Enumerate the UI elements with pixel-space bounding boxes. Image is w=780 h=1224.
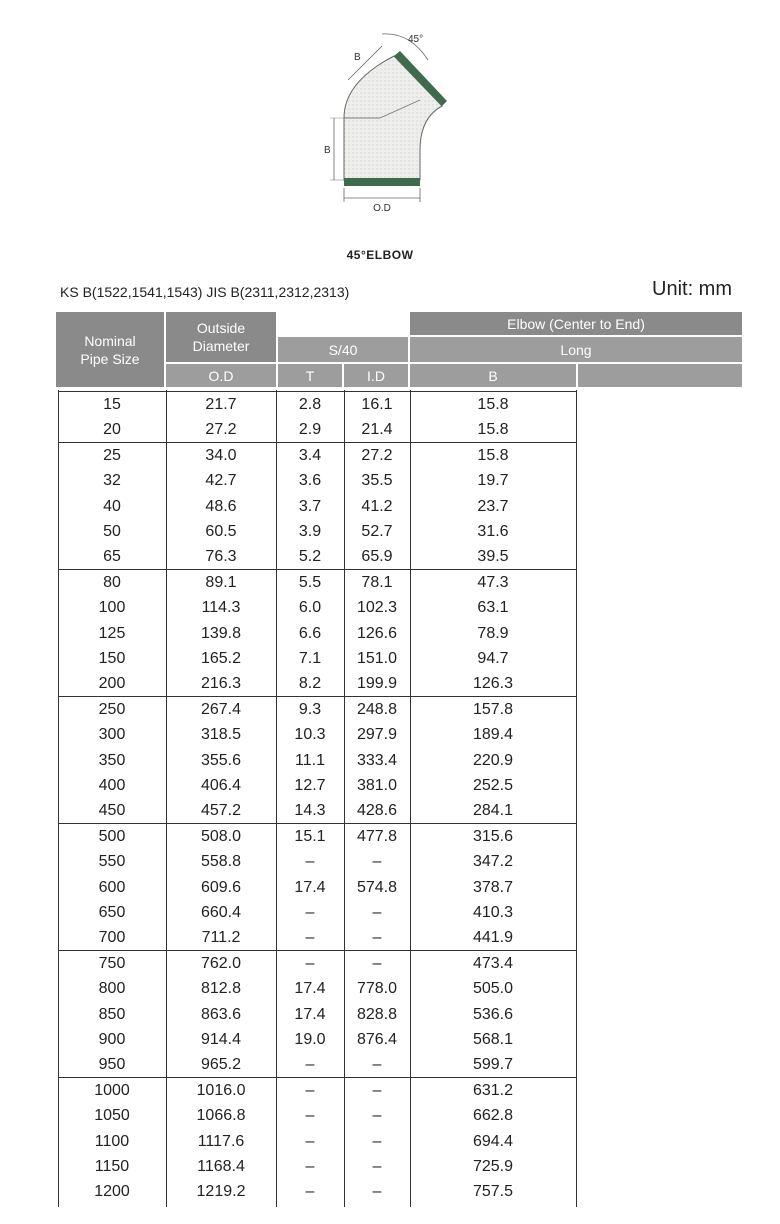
cell-nominal-size: 125 — [98, 624, 126, 642]
table-row — [58, 1129, 578, 1154]
row-group-divider — [58, 391, 576, 392]
header-outside-diameter: Outside Diameter — [166, 312, 276, 362]
cell-id: – — [372, 1183, 382, 1201]
column-divider — [58, 390, 59, 1207]
table-row — [58, 544, 578, 569]
table-row — [58, 646, 578, 671]
cell-id: 477.8 — [356, 827, 398, 845]
cell-b: 505.0 — [472, 980, 514, 998]
od-label: O.D — [373, 203, 391, 214]
cell-t: 17.4 — [294, 980, 326, 998]
cell-od: 660.4 — [200, 904, 242, 921]
cell-id: 876.4 — [356, 1031, 398, 1048]
table-row — [58, 1052, 578, 1077]
cell-od: 558.8 — [200, 853, 242, 871]
cell-id: – — [372, 1107, 382, 1125]
table-row — [58, 621, 578, 646]
cell-nominal-size: 25 — [103, 446, 121, 464]
cell-nominal-size: 80 — [103, 573, 121, 591]
table-row — [58, 494, 578, 519]
cell-id: 381.0 — [356, 777, 398, 794]
table-row — [58, 417, 578, 442]
cell-id: 151.0 — [356, 650, 398, 667]
cell-t: 15.1 — [294, 827, 326, 845]
table-row — [58, 1027, 578, 1052]
cell-b: 19.7 — [477, 472, 509, 490]
b-top-label: B — [354, 52, 361, 63]
cell-b: 441.9 — [472, 929, 514, 947]
cell-t: 10.3 — [294, 726, 326, 744]
cell-od: 114.3 — [201, 599, 241, 617]
cell-b: 15.8 — [477, 396, 509, 413]
table-row — [58, 951, 578, 976]
table-row — [58, 976, 578, 1001]
cell-id: 199.9 — [356, 675, 398, 693]
cell-id: – — [372, 1081, 382, 1099]
cell-od: 1117.6 — [197, 1132, 245, 1150]
header-od: O.D — [166, 364, 276, 387]
table-row — [58, 1179, 578, 1204]
table-row — [58, 570, 578, 595]
cell-t: 3.6 — [298, 472, 322, 490]
cell-b: 94.7 — [477, 650, 509, 667]
cell-b: 410.3 — [472, 904, 514, 921]
cell-b: 126.3 — [472, 675, 514, 693]
table-row — [58, 824, 578, 849]
cell-nominal-size: 450 — [98, 802, 126, 820]
cell-b: 63.1 — [477, 599, 509, 617]
cell-b: 78.9 — [477, 624, 509, 642]
cell-b: 725.9 — [472, 1158, 514, 1175]
cell-b: 473.4 — [472, 954, 514, 972]
cell-id: 126.6 — [356, 624, 398, 642]
cell-b: 757.5 — [472, 1183, 514, 1201]
table-row — [58, 697, 578, 722]
data-table — [58, 390, 578, 1207]
row-group-divider — [58, 823, 576, 824]
cell-t: 7.1 — [298, 650, 322, 667]
table-row — [58, 748, 578, 773]
cell-od: 965.2 — [200, 1056, 242, 1074]
cell-nominal-size: 250 — [98, 700, 126, 718]
cell-b: 15.8 — [477, 421, 509, 439]
table-row — [58, 468, 578, 493]
cell-od: 711.2 — [201, 929, 241, 947]
cell-id: 574.8 — [356, 878, 398, 896]
cell-od: 48.6 — [205, 497, 237, 515]
cell-od: 42.7 — [205, 472, 237, 490]
table-row — [58, 722, 578, 747]
header-t: T — [278, 364, 342, 387]
cell-t: 3.9 — [298, 523, 322, 540]
cell-id: 52.7 — [361, 523, 393, 540]
cell-id: 778.0 — [356, 980, 398, 998]
cell-t: – — [305, 904, 315, 921]
cell-nominal-size: 550 — [98, 853, 126, 871]
cell-nominal-size: 850 — [98, 1005, 126, 1023]
cell-nominal-size: 950 — [98, 1056, 126, 1074]
cell-id: 16.1 — [361, 396, 393, 413]
cell-t: 17.4 — [294, 878, 326, 896]
cell-t: 17.4 — [294, 1005, 326, 1023]
cell-id: – — [372, 1158, 382, 1175]
cell-od: 762.0 — [200, 954, 242, 972]
cell-nominal-size: 750 — [98, 954, 126, 972]
cell-nominal-size: 1100 — [94, 1132, 130, 1150]
cell-nominal-size: 32 — [103, 472, 121, 490]
cell-od: 89.1 — [205, 573, 237, 591]
angle-label: 45° — [408, 34, 424, 45]
cell-b: 378.7 — [472, 878, 514, 896]
cell-nominal-size: 150 — [98, 650, 126, 667]
row-group-divider — [58, 696, 576, 697]
cell-b: 220.9 — [472, 751, 514, 769]
cell-id: 333.4 — [356, 751, 398, 769]
cell-b: 568.1 — [472, 1031, 514, 1048]
cell-t: 8.2 — [298, 675, 322, 693]
cell-od: 34.0 — [205, 446, 237, 464]
cell-od: 139.8 — [200, 624, 242, 642]
cell-od: 267.4 — [200, 700, 242, 718]
row-group-divider — [58, 950, 576, 951]
table-row — [58, 1103, 578, 1128]
cell-od: 1066.8 — [196, 1107, 246, 1125]
table-row — [58, 900, 578, 925]
cell-t: 3.7 — [298, 497, 322, 515]
cell-t: – — [305, 929, 315, 947]
cell-nominal-size: 350 — [98, 751, 126, 769]
cell-t: 5.2 — [298, 548, 322, 566]
cell-b: 599.7 — [472, 1056, 514, 1074]
cell-od: 1168.4 — [197, 1158, 245, 1175]
cell-t: – — [305, 1081, 315, 1099]
cell-id: – — [372, 929, 382, 947]
cell-id: 78.1 — [361, 573, 393, 591]
cell-t: 6.6 — [298, 624, 322, 642]
table-row — [58, 1078, 578, 1103]
cell-od: 318.5 — [200, 726, 242, 744]
cell-id: 65.9 — [361, 548, 393, 566]
elbow-diagram — [300, 20, 460, 220]
column-divider — [344, 390, 345, 1207]
cell-od: 609.6 — [200, 878, 242, 896]
column-divider — [410, 390, 411, 1207]
cell-id: 248.8 — [356, 700, 398, 718]
cell-nominal-size: 300 — [98, 726, 126, 744]
cell-od: 21.7 — [205, 396, 237, 413]
cell-id: 21.4 — [361, 421, 393, 439]
cell-od: 914.4 — [200, 1031, 242, 1048]
cell-b: 47.3 — [477, 573, 509, 591]
cell-nominal-size: 700 — [98, 929, 126, 947]
cell-od: 508.0 — [200, 827, 242, 845]
table-row — [58, 1002, 578, 1027]
unit-label: Unit: mm — [652, 278, 732, 300]
cell-id: – — [372, 954, 382, 972]
cell-b: 31.6 — [477, 523, 509, 540]
cell-b: 189.4 — [472, 726, 514, 744]
header-elbow: Elbow (Center to End) — [410, 312, 742, 335]
cell-nominal-size: 650 — [98, 904, 126, 921]
cell-b: 694.4 — [472, 1132, 514, 1150]
table-row — [58, 925, 578, 950]
cell-od: 863.6 — [200, 1005, 242, 1023]
cell-b: 536.6 — [472, 1005, 514, 1023]
cell-b: 347.2 — [472, 853, 514, 871]
cell-t: – — [305, 1158, 315, 1175]
table-row — [58, 849, 578, 874]
bottom-end-face — [344, 178, 420, 186]
cell-od: 457.2 — [200, 802, 242, 820]
cell-nominal-size: 15 — [103, 396, 121, 413]
cell-id: – — [372, 1056, 382, 1074]
cell-nominal-size: 400 — [98, 777, 126, 794]
cell-t: – — [305, 1107, 315, 1125]
cell-od: 216.3 — [200, 675, 242, 693]
header-id: I.D — [344, 364, 408, 387]
cell-id: – — [372, 1132, 382, 1150]
header-long: Long — [410, 337, 742, 362]
table-row — [58, 392, 578, 417]
row-group-divider — [58, 1077, 576, 1078]
cell-id: 27.2 — [361, 446, 393, 464]
cell-t: 9.3 — [298, 700, 322, 718]
cell-nominal-size: 1200 — [94, 1183, 130, 1201]
cell-od: 27.2 — [205, 421, 237, 439]
cell-id: – — [372, 904, 382, 921]
cell-id: 297.9 — [356, 726, 398, 744]
header-schedule: S/40 — [278, 337, 408, 362]
cell-t: 6.0 — [298, 599, 322, 617]
cell-t: 11.1 — [295, 751, 325, 769]
cell-t: – — [305, 853, 315, 871]
cell-t: 19.0 — [294, 1031, 326, 1048]
table-row — [58, 875, 578, 900]
cell-od: 812.8 — [200, 980, 242, 998]
cell-b: 252.5 — [472, 777, 514, 794]
cell-b: 15.8 — [477, 446, 509, 464]
cell-id: 828.8 — [356, 1005, 398, 1023]
cell-nominal-size: 1050 — [94, 1107, 130, 1125]
cell-b: 39.5 — [477, 548, 509, 566]
column-divider — [276, 390, 277, 1207]
cell-nominal-size: 50 — [103, 523, 121, 540]
cell-t: – — [305, 954, 315, 972]
cell-t: – — [305, 1183, 315, 1201]
cell-id: 35.5 — [361, 472, 393, 490]
cell-t: – — [305, 1056, 315, 1074]
cell-nominal-size: 500 — [98, 827, 126, 845]
cell-od: 165.2 — [200, 650, 242, 667]
cell-od: 406.4 — [200, 777, 242, 794]
cell-id: 102.3 — [356, 599, 398, 617]
cell-nominal-size: 1000 — [94, 1081, 130, 1099]
table-row — [58, 773, 578, 798]
cell-t: 2.8 — [298, 396, 322, 413]
cell-id: 428.6 — [356, 802, 398, 820]
cell-t: 12.7 — [294, 777, 326, 794]
figure-caption: 45°ELBOW — [346, 248, 414, 262]
cell-nominal-size: 100 — [98, 599, 126, 617]
cell-nominal-size: 800 — [98, 980, 126, 998]
cell-t: 14.3 — [294, 802, 326, 820]
table-row — [58, 443, 578, 468]
cell-od: 76.3 — [205, 548, 237, 566]
cell-od: 60.5 — [205, 523, 237, 540]
cell-t: – — [305, 1132, 315, 1150]
cell-nominal-size: 900 — [98, 1031, 126, 1048]
cell-nominal-size: 40 — [103, 497, 121, 515]
cell-b: 157.8 — [472, 700, 514, 718]
cell-nominal-size: 65 — [103, 548, 121, 566]
cell-od: 355.6 — [200, 751, 242, 769]
column-divider — [576, 390, 577, 1207]
cell-nominal-size: 20 — [103, 421, 121, 439]
cell-id: – — [372, 853, 382, 871]
cell-nominal-size: 200 — [98, 675, 126, 693]
header-nominal-pipe-size: Nominal Pipe Size — [56, 312, 164, 387]
table-row — [58, 595, 578, 620]
cell-od: 1016.0 — [196, 1081, 246, 1099]
header-extra — [578, 364, 742, 387]
cell-od: 1219.2 — [196, 1183, 246, 1201]
table-row — [58, 671, 578, 696]
cell-nominal-size: 1150 — [94, 1158, 130, 1175]
table-row — [58, 1154, 578, 1179]
cell-b: 284.1 — [472, 802, 514, 820]
column-divider — [166, 390, 167, 1207]
b-side-label: B — [324, 145, 331, 156]
cell-b: 315.6 — [472, 827, 514, 845]
standards-reference: KS B(1522,1541,1543) JIS B(2311,2312,2313) — [60, 284, 350, 300]
row-group-divider — [58, 569, 576, 570]
table-row — [58, 798, 578, 823]
cell-b: 23.7 — [477, 497, 509, 515]
cell-t: 2.9 — [298, 421, 322, 439]
cell-b: 662.8 — [472, 1107, 514, 1125]
cell-nominal-size: 600 — [98, 878, 126, 896]
cell-id: 41.2 — [361, 497, 393, 515]
table-row — [58, 519, 578, 544]
cell-b: 631.2 — [472, 1081, 514, 1099]
cell-t: 5.5 — [298, 573, 322, 591]
cell-t: 3.4 — [298, 446, 322, 464]
row-group-divider — [58, 442, 576, 443]
header-b: B — [410, 364, 576, 387]
